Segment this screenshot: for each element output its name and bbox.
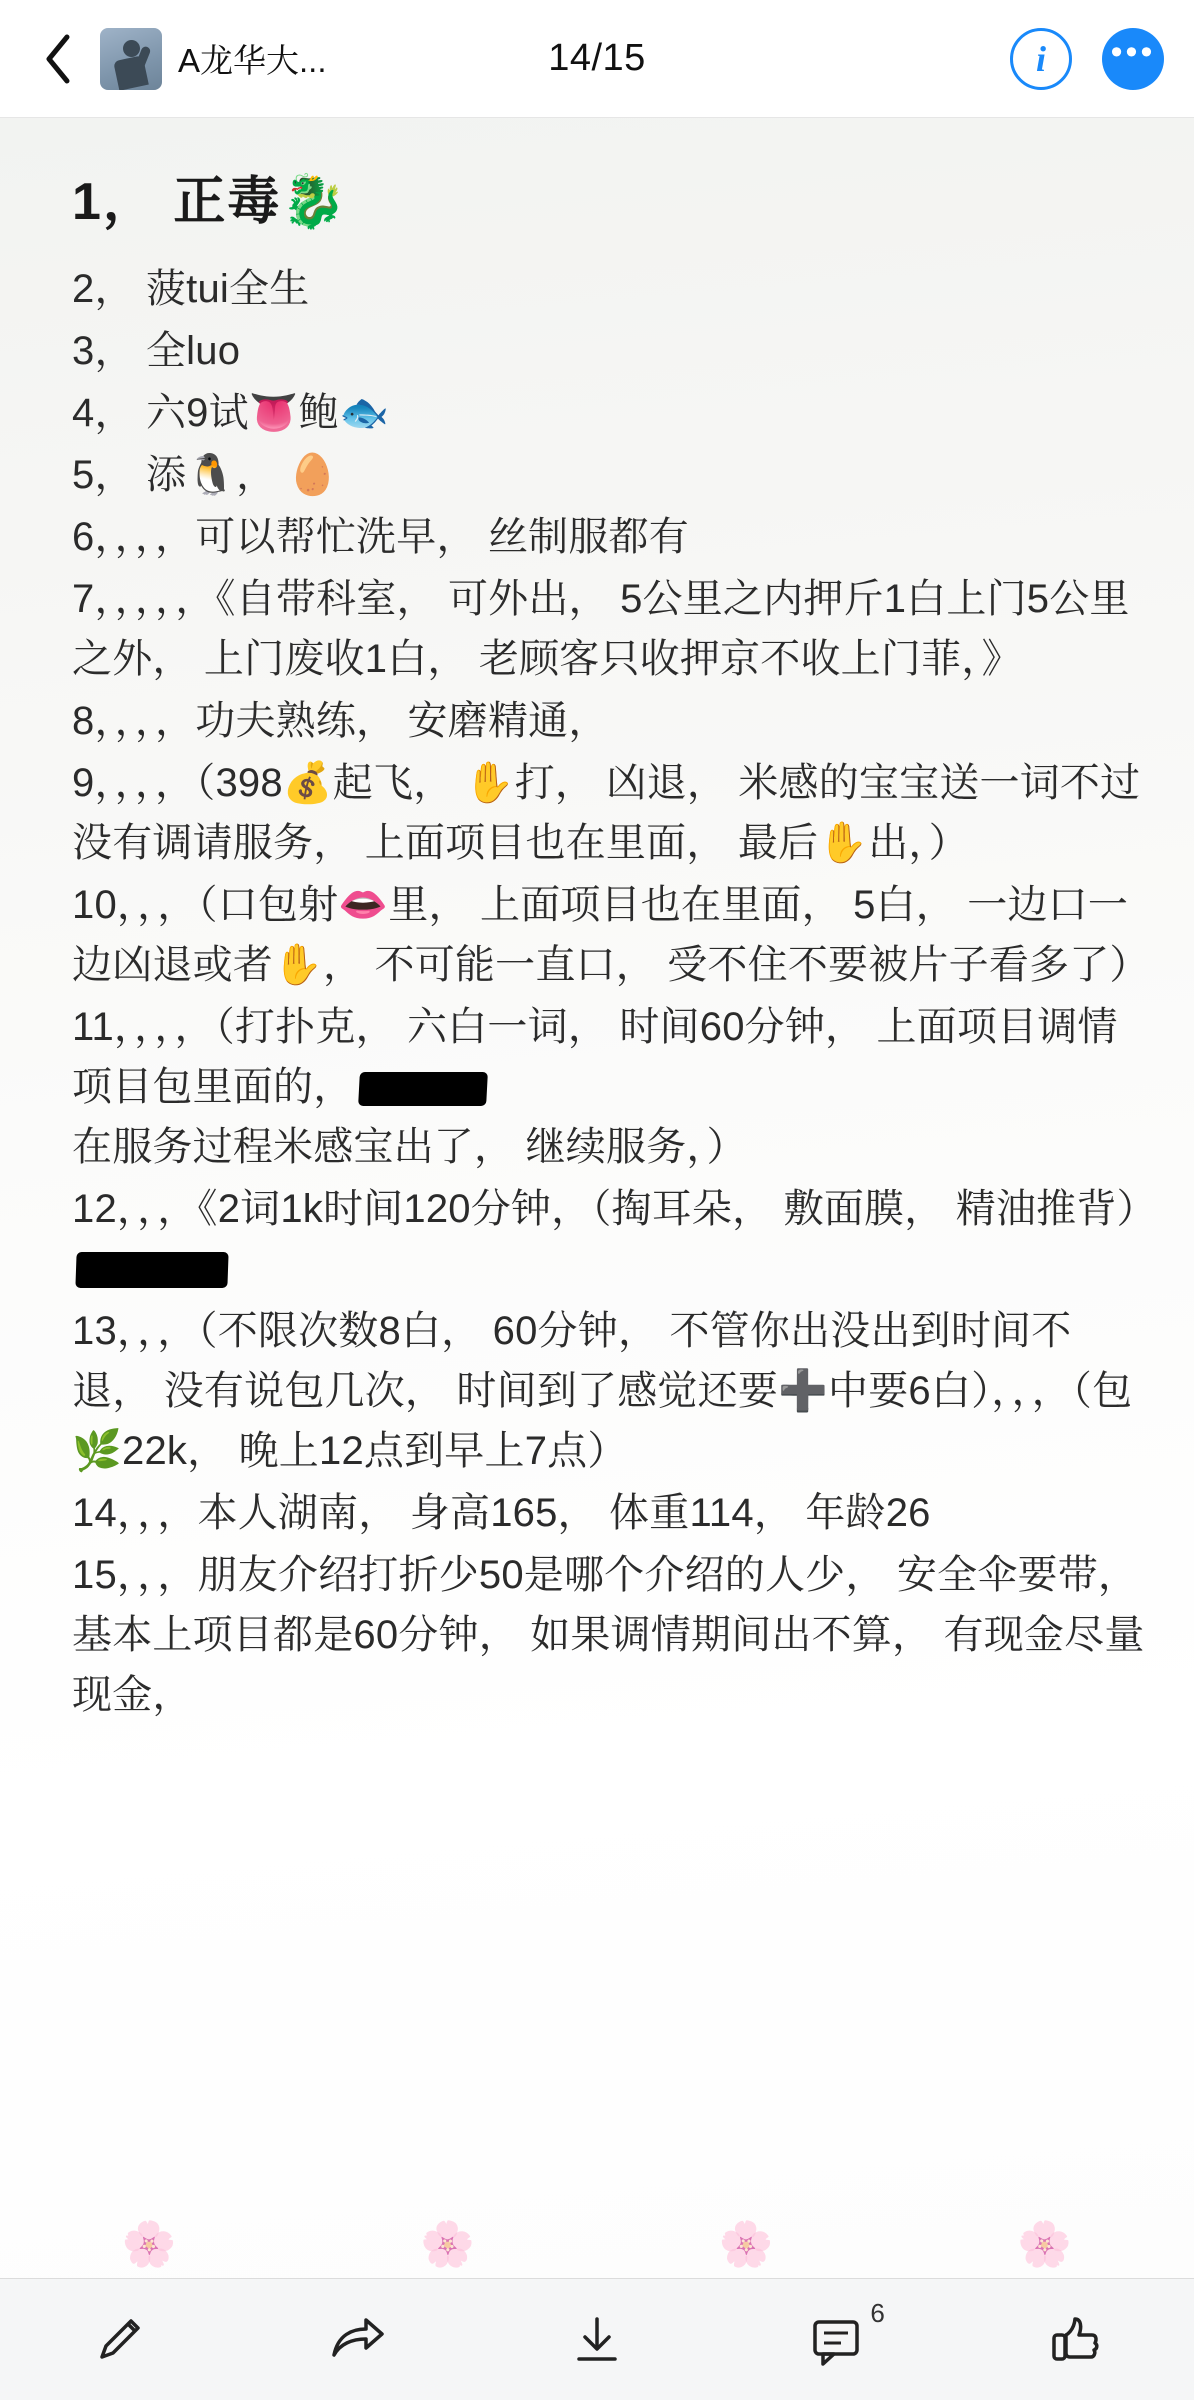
content-line-3: 3， 全luo [72,329,241,373]
pencil-icon [90,2311,148,2369]
redaction-bar-1 [359,1072,489,1106]
content-line-7: 7，，，，，《自带科室， 可外出， 5公里之内押斤1白上门5公里之外， 上门废收1白， 老顾客只收押京不收上门菲，》 [72,577,1130,681]
peek-emoji-4: 🌸 [1017,2220,1073,2269]
like-button[interactable] [1020,2290,1130,2390]
content-line-14: 14，，，本人湖南， 身高165， 体重114， 年龄26 [72,1491,931,1535]
content-line-8: 8，，，，功夫熟练， 安磨精通， [72,699,609,743]
content-line-1: 1， 正毒🐉 [72,173,349,231]
content-line-11-text-a: 11，，，，（打扑克， 六白一词， 时间60分钟， 上面项目调情项目包里面的， [72,1005,1118,1109]
redaction-bar-2 [75,1252,228,1288]
content-line-10: 10，，，（口包射👄里， 上面项目也在里面， 5白， 一边口一边凶退或者✋， 不可能一直口， 受不住不要被片子看多了） [72,883,1150,987]
back-button[interactable] [30,31,86,87]
share-icon [328,2311,388,2369]
share-button[interactable] [303,2290,413,2390]
info-button[interactable] [1010,28,1072,90]
comment-count-badge: 6 [870,2297,885,2328]
info-icon: i [1035,38,1046,79]
chat-title[interactable]: A龙华大... [178,42,327,79]
content-line-13: 13，，，（不限次数8白， 60分钟， 不管你出没出到时间不退， 没有说包几次， 时间到了感觉还要➕中要6白），，，（包🌿22k， 晚上12点到早上7点） [72,1309,1133,1473]
next-image-peek [0,2218,1194,2278]
content-line-15: 15，，，朋友介绍打折少50是哪个介绍的人少， 安全伞要带， 基本上项目都是60分钟， 如果调情期间出不算， 有现金尽量现金， [72,1553,1145,1717]
content-line-6: 6，，，，可以帮忙洗早， 丝制服都有 [72,515,689,559]
peek-emoji-2: 🌸 [420,2220,476,2269]
page-counter: 14/15 [548,37,646,79]
content-line-11 [72,997,1150,1177]
comment-icon [807,2312,865,2368]
bottom-toolbar [0,2278,1194,2400]
content-line-11-text-b: 在服务过程米感宝出了， 继续服务，） [72,1125,747,1169]
content-line-12-text: 12，，，《2词1k时间120分钟，（掏耳朵， 敷面膜， 精油推背） [72,1187,1157,1231]
image-content-area[interactable] [0,118,1194,2278]
chevron-left-icon [41,31,75,87]
download-icon [569,2311,625,2369]
peek-emoji-3: 🌸 [718,2220,774,2269]
content-line-9: 9，，，，（398💰起飞， ✋打， 凶退， 米感的宝宝送一词不过没有调请服务， 上面项目也在里面， 最后✋出，） [72,761,1141,865]
avatar-head [123,40,140,57]
more-dots-icon: ••• [1110,32,1156,71]
comment-button[interactable] [781,2290,891,2390]
content-line-4: 4， 六9试👅鲍🐟 [72,391,390,435]
download-button[interactable] [542,2290,652,2390]
avatar[interactable] [100,28,162,90]
edit-button[interactable] [64,2290,174,2390]
more-button[interactable] [1102,28,1164,90]
content-line-2: 2， 菠tui全生 [72,267,310,311]
thumbs-up-icon [1046,2311,1104,2369]
topbar-actions [1010,28,1164,90]
content-line-12 [72,1179,1157,1299]
top-navigation-bar [0,0,1194,118]
peek-emoji-1: 🌸 [121,2220,177,2269]
content-line-5: 5， 添🐧， 🥚 [72,453,338,497]
